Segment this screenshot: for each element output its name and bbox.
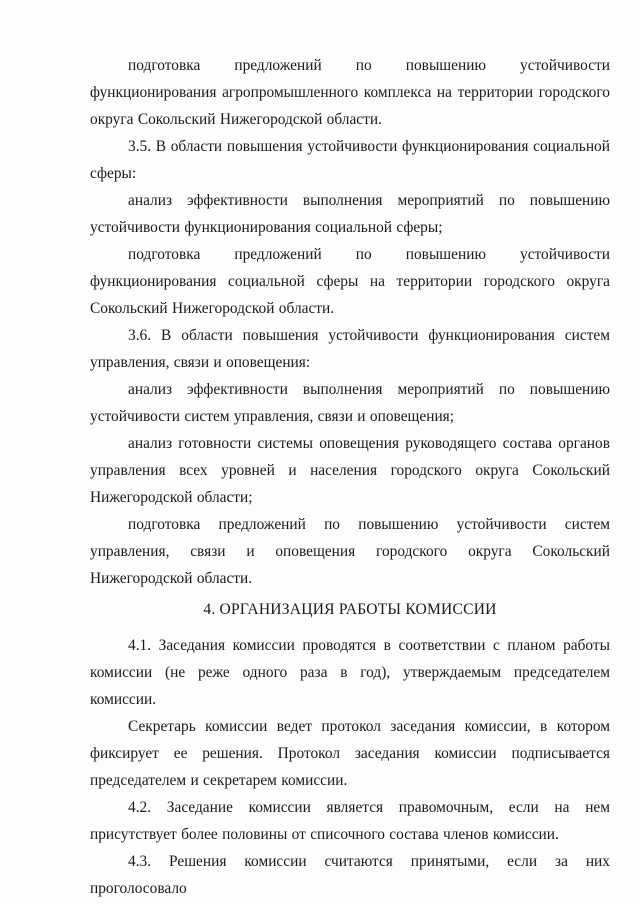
section-4 [90,596,610,623]
paragraph-3-6-heading: 3.6. В области повышения устойчивости функционирования систем управления, связи и оповещения: [90,327,610,371]
paragraph-systems-proposals: подготовка предложений по повышению устойчивости систем управления, связи и оповещения городского округа Сокольский Нижегородской области. [90,516,610,587]
paragraph-4-2: 4.2. Заседание комиссии является правомочным, если на нем присутствует более половины от списочного состава членов комиссии. [90,799,610,843]
section-4-body [90,632,610,902]
paragraph-secretary: Секретарь комиссии ведет протокол заседания комиссии, в котором фиксирует ее решения. Протокол заседания комиссии подписывается председателем и секретарем комиссии. [90,718,610,789]
paragraph-notification-readiness: анализ готовности системы оповещения руководящего состава органов управления всех уровней и населения городского округа Сокольский Нижегородской области; [90,435,610,506]
paragraph-agro-proposals: подготовка предложений по повышению устойчивости функционирования агропромышленного комплекса на территории городского округа Сокольский Нижегородской области. [90,57,610,128]
paragraph-4-3: 4.3. Решения комиссии считаются принятыми, если за них проголосовало [90,853,610,897]
paragraph-social-analysis: анализ эффективности выполнения мероприятий по повышению устойчивости функционирования социальной сферы; [90,192,610,236]
paragraph-3-5-heading: 3.5. В области повышения устойчивости функционирования социальной сферы: [90,138,610,182]
paragraph-4-1: 4.1. Заседания комиссии проводятся в соответствии с планом работы комиссии (не реже одного раза в год), утверждаемым председателем комиссии. [90,637,610,708]
paragraph-social-proposals: подготовка предложений по повышению устойчивости функционирования социальной сферы на территории городского округа Сокольский Нижегородской области. [90,246,610,317]
paragraph-systems-analysis: анализ эффективности выполнения мероприятий по повышению устойчивости систем управления, связи и оповещения; [90,381,610,425]
document-body [90,52,610,592]
section-heading: 4. ОРГАНИЗАЦИЯ РАБОТЫ КОМИССИИ [203,601,497,618]
